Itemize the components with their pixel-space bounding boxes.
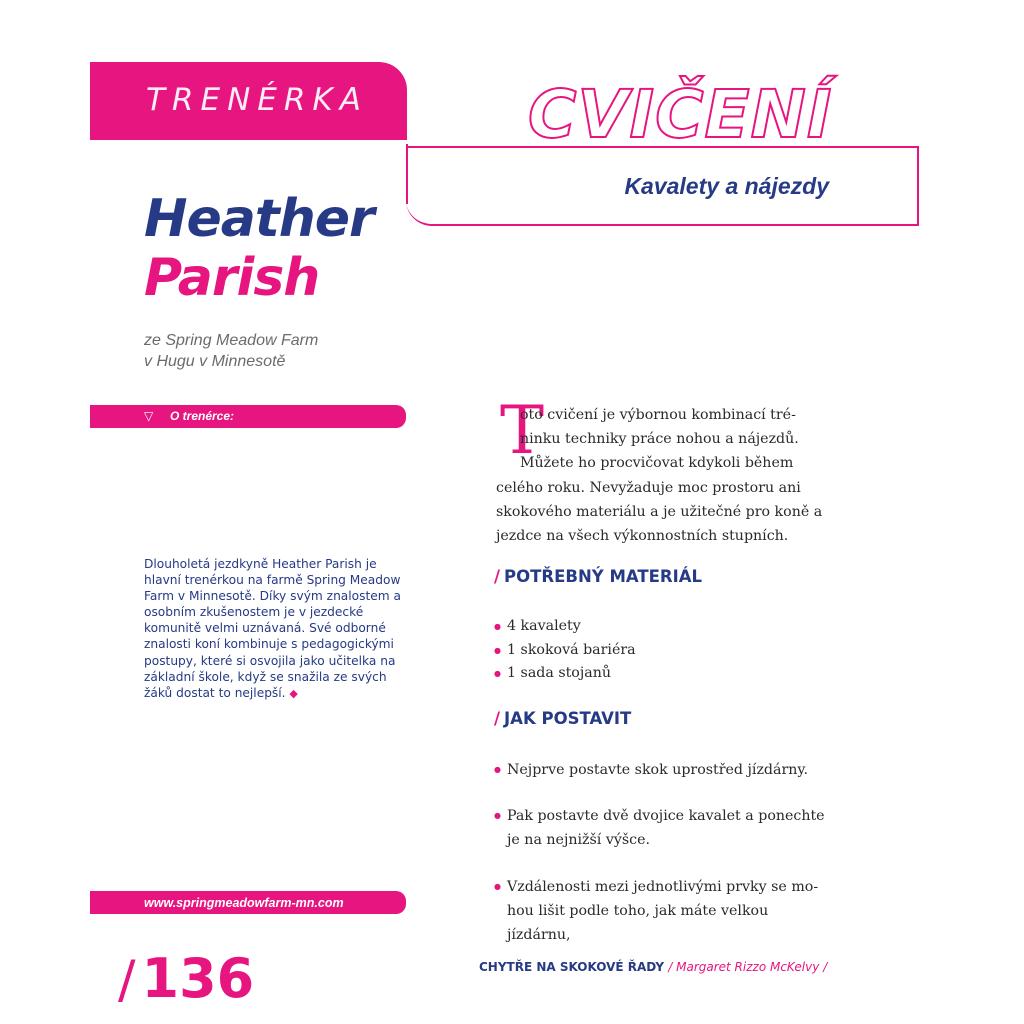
section-label-band xyxy=(90,62,407,140)
website-link[interactable]: www.springmeadowfarm-mn.com xyxy=(144,896,344,910)
about-label: O trenérce: xyxy=(170,409,235,423)
website-bar xyxy=(90,891,406,914)
intro-line-1: oto cvičení je výbornou kombinací tré- xyxy=(520,407,796,423)
trainer-bio xyxy=(144,556,406,702)
running-footer xyxy=(479,960,827,974)
book-title: CHYTŘE NA SKOKOVÉ ŘADY xyxy=(479,960,665,974)
trainer-first-name: Heather xyxy=(144,189,374,249)
section-heading-material xyxy=(494,567,702,586)
list-item: ● 4 kavalety xyxy=(494,615,636,639)
origin-line-1: ze Spring Meadow Farm xyxy=(144,332,319,349)
page-number xyxy=(118,947,255,1010)
list-item: ● 1 sada stojanů xyxy=(494,662,636,686)
material-list xyxy=(494,615,636,686)
steps-list xyxy=(494,758,834,969)
origin-line-2: v Hugu v Minnesotě xyxy=(144,353,286,370)
step-3-line-2: hou lišit podle toho, jak máte velkou jízdárnu, xyxy=(507,902,769,944)
trainer-last-name: Parish xyxy=(144,248,320,308)
section-title: JAK POSTAVIT xyxy=(504,709,632,728)
page-subtitle: Kavalety a nájezdy xyxy=(624,173,829,199)
section-label: TRENÉRKA xyxy=(146,82,368,118)
intro-line-2: ninku techniky práce nohou a nájezdů. xyxy=(520,431,799,448)
section-title: POTŘEBNÝ MATERIÁL xyxy=(504,567,703,586)
list-item xyxy=(494,804,834,852)
about-bar xyxy=(90,405,406,428)
bio-text: Dlouholetá jezdkyně Heather Parish je hlavní trenérkou na farmě Spring Meadow Farm v Minnesotě. Díky svým znalostem a osobním zkušenostem je v jezdecké komunitě velmi uznávaná. Své odborné znalosti koní kombinuje s pedagogickými postupy, které si osvojila jako učitelka na základní škole, když se snažila ze svých žáků dostat to nejlepší. xyxy=(144,557,401,700)
step-1: Nejprve postavte skok uprostřed jízdárny. xyxy=(507,762,809,778)
intro-rest: celého roku. Nevyžaduje moc prostoru ani skokového materiálu a je užitečné pro koně a jezdce na všech výkonnostních stupních. xyxy=(496,479,823,545)
book-author: / Margaret Rizzo McKelvy / xyxy=(668,960,828,974)
page-title: CVIČENÍ xyxy=(528,76,833,153)
intro-line-3: Můžete ho procvičovat kdykoli během xyxy=(520,455,794,472)
page-number-value: 136 xyxy=(141,947,255,1010)
triangle-down-icon: ▽ xyxy=(144,409,154,423)
trainer-origin xyxy=(144,330,318,372)
page-slash: / xyxy=(118,950,136,1010)
article-intro xyxy=(496,403,831,548)
list-item: ● 1 skoková bariéra xyxy=(494,639,636,663)
section-marker: / xyxy=(494,709,501,728)
diamond-icon: ◆ xyxy=(289,686,298,700)
step-3-line-1: ● Vzdálenosti mezi jednotlivými prvky se mo- xyxy=(507,878,819,895)
drop-cap: T xyxy=(500,392,545,469)
list-item xyxy=(494,875,834,948)
list-item xyxy=(494,758,834,782)
step-2-line-1: ● Pak postavte dvě dvojice kavalet a ponechte xyxy=(507,808,825,825)
section-marker: / xyxy=(494,567,501,586)
section-heading-build xyxy=(494,709,631,728)
step-2-line-2: je na nejnižší výšce. xyxy=(507,832,650,849)
